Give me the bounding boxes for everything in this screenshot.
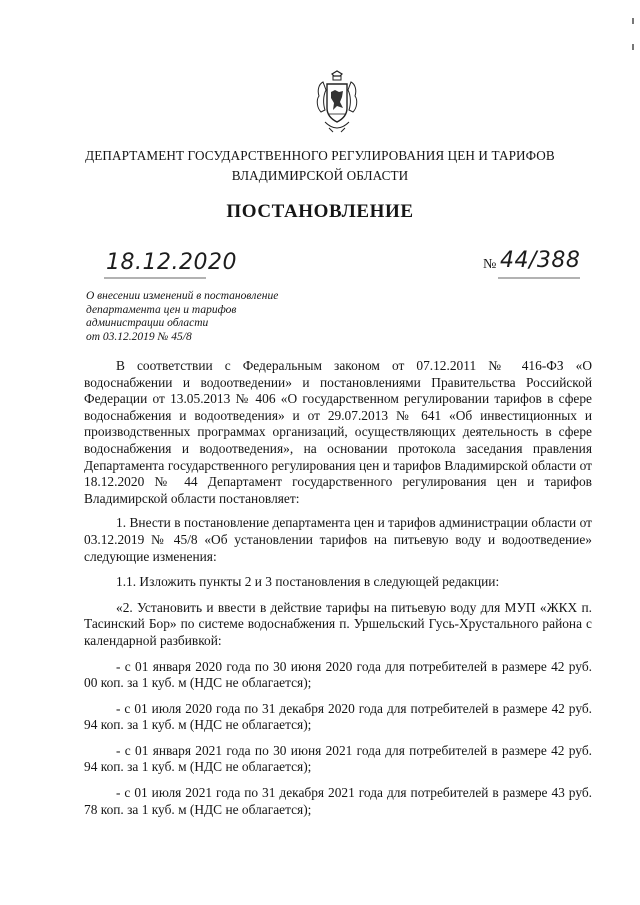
item-1-1-paragraph: 1.1. Изложить пункты 2 и 3 постановления в следующей редакции: (116, 574, 500, 590)
preamble-paragraph: В соответствии с Федеральным законом от 07.12.2011 № 416-ФЗ «О водоснабжении и водоотведении» и постановлениями Правительства Российской Федерации от 13.05.2013 № 406 «О государственном регулировании тарифов в сфере водоснабжения и водоотведения» и от 29.07.2013 № 641 «Об инвестиционных и производственных программах организаций, осуществляющих деятельность в сфере водоснабжения и водоотведения», на основании протокола заседания правления Департамента государственного регулирования цен и тарифов Владимирской области от 18.12.2020 № 44 Департамент государственного регулирования цен и тарифов Владимирской области постановляет: (84, 358, 592, 506)
subject-line: от 03.12.2019 № 45/8 (86, 330, 192, 343)
tariff-paragraph: - с 01 января 2021 года по 30 июня 2021 года для потребителей в размере 42 руб. 94 коп. за 1 куб. м (НДС не облагается); (84, 742, 592, 775)
document-type-title: ПОСТАНОВЛЕНИЕ (226, 201, 414, 222)
coat-of-arms-icon (313, 70, 361, 134)
subject-line: департамента цен и тарифов (86, 303, 237, 316)
number-underline (498, 276, 580, 280)
date-underline (104, 276, 206, 280)
department-name-line2: ВЛАДИМИРСКОЙ ОБЛАСТИ (231, 168, 409, 183)
document-subject (86, 290, 346, 344)
document-body (84, 358, 592, 818)
tariff-paragraph: - с 01 июля 2020 года по 31 декабря 2020 года для потребителей в размере 42 руб. 94 коп. за 1 куб. м (НДС не облагается); (84, 700, 592, 733)
scan-mark (632, 18, 634, 24)
document-date: 18.12.2020 (106, 250, 237, 275)
document-number: 44/388 (500, 248, 581, 273)
department-name-line1: ДЕПАРТАМЕНТ ГОСУДАРСТВЕННОГО РЕГУЛИРОВАНИЯ ЦЕН И ТАРИФОВ (85, 148, 555, 163)
subject-line: администрации области (86, 317, 209, 329)
item-2-paragraph: «2. Установить и ввести в действие тарифы на питьевую воду для МУП «ЖКХ п. Тасинский Бор» по системе водоснабжения п. Уршельский Гусь-Хрустального района с календарной разбивкой: (84, 599, 592, 648)
subject-line: О внесении изменений в постановление (86, 290, 279, 302)
tariff-paragraph: - с 01 июля 2021 года по 31 декабря 2021 года для потребителей в размере 43 руб. 78 коп. за 1 куб. м (НДС не облагается); (84, 785, 592, 817)
item-1-paragraph: 1. Внести в постановление департамента цен и тарифов администрации области от 03.12.2019 № 45/8 «Об установлении тарифов на питьевую воду и водоотведение» следующие изменения: (84, 515, 592, 564)
scan-mark (632, 44, 634, 50)
number-label: № (483, 257, 497, 272)
tariff-paragraph: - с 01 января 2020 года по 30 июня 2020 года для потребителей в размере 42 руб. 00 коп. за 1 куб. м (НДС не облагается); (84, 658, 592, 691)
